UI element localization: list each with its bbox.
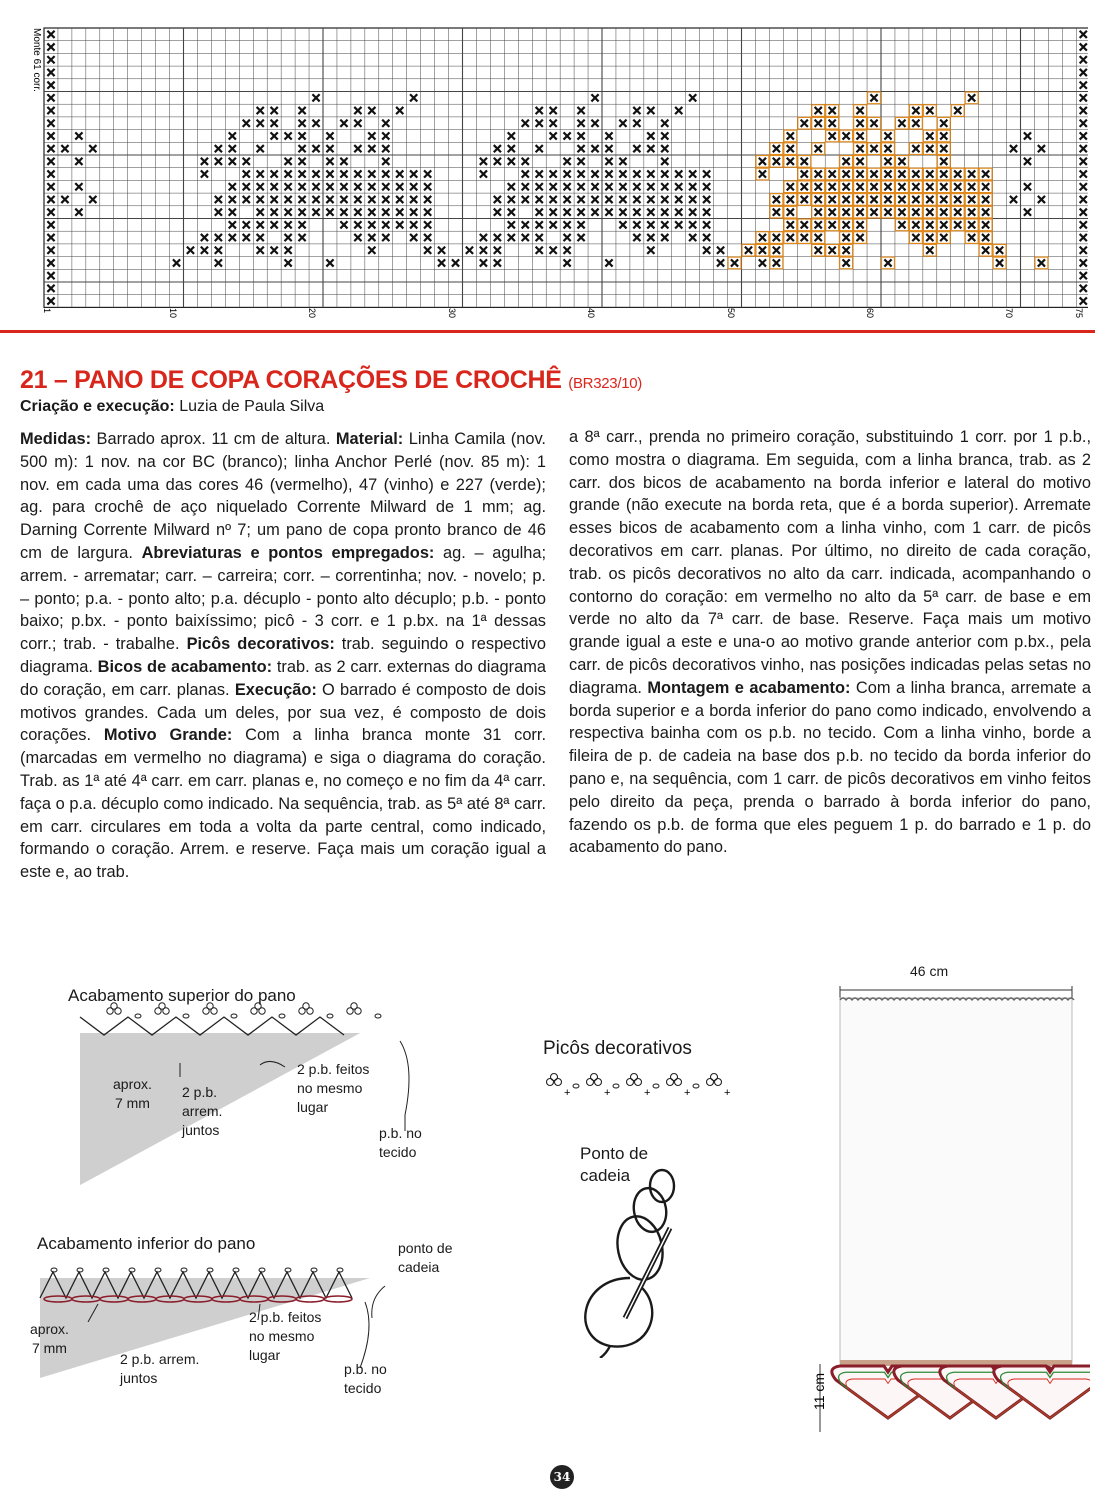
zigzag-stitches — [80, 1017, 344, 1035]
bottom-aprox-label — [30, 1320, 69, 1358]
page-title — [20, 366, 642, 395]
label-line: cadeia — [398, 1259, 440, 1275]
text-heading: Motivo Grande: — [103, 726, 233, 745]
picos-title: Picôs decorativos — [543, 1038, 692, 1059]
leader-line — [400, 1041, 409, 1131]
top-finish-title: Acabamento superior do pano — [68, 986, 296, 1005]
text-run: a 8ª carr., prenda no primeiro coração, substituindo 1 corr. por 1 p.b., como mostra o diagrama. Em seguida, com a linha branca, trab. as 2 carr. dos bicos de acabamento na borda inferior e lateral do motivo grande (não execute na borda reta, que é a borda superior). Arremate esses bicos de acabamento com a linha vinho, com 1 carr. de picôs decorativos em carr. planas. Por último, no direito de cada coração, trab. os picôs decorativos no alto da carr. indicada, acompanhando o contorno do coração: em vermelho no alto da 5ª carr. de base e em verde no alto da 7ª carr. de base. Reserve. Faça mais um motivo grande igual a este e una-o ao motivo grande anterior com p.bx., pela carr. de picôs decorativos vinho, nas posições indicadas pelas setas no diagrama. — [569, 428, 1091, 697]
label-line: 2 p.b. feitos — [249, 1309, 322, 1325]
bottom-pb-arrem-label — [120, 1350, 199, 1388]
col-number: 20 — [307, 308, 317, 319]
towel-body — [840, 998, 1072, 1363]
chart-side-label: Monte 61 corr. — [31, 28, 42, 92]
text-heading: Montagem e acabamento: — [647, 678, 851, 697]
label-line: 2 p.b. arrem. — [120, 1351, 200, 1367]
aprox-text: aprox. — [113, 1076, 152, 1092]
svg-text:+: + — [684, 1087, 691, 1099]
label-line: 2 p.b. feitos — [297, 1061, 370, 1077]
mm-text: 7 mm — [114, 1095, 150, 1111]
top-pb-tecido-label — [379, 1124, 422, 1162]
bottom-finish-diagram — [30, 1258, 420, 1448]
svg-text:+: + — [604, 1087, 611, 1099]
bottom-ponto-cadeia-label — [398, 1239, 453, 1277]
label-line: juntos — [120, 1370, 158, 1386]
label-line: arrem. — [182, 1103, 223, 1119]
towel-height-label: 11 cm — [811, 1372, 827, 1410]
title-code: (BR323/10) — [568, 375, 642, 392]
credit-label: Criação e execução: — [20, 398, 175, 415]
svg-text:+: + — [724, 1087, 730, 1099]
aprox-text: aprox. — [30, 1321, 69, 1337]
bottom-pb-tecido-label — [344, 1360, 387, 1398]
label-line: p.b. no — [379, 1125, 422, 1141]
col-number: 50 — [726, 308, 736, 319]
credit-line — [20, 398, 324, 416]
text-heading: Abreviaturas e pontos empregados: — [141, 543, 435, 562]
cadeia-line: Ponto de — [580, 1144, 649, 1163]
text-column-left — [20, 428, 546, 884]
cadeia-line: cadeia — [580, 1166, 631, 1185]
col-number: 40 — [586, 308, 596, 319]
label-line: tecido — [379, 1144, 417, 1160]
section-divider — [0, 330, 1095, 333]
text-heading: Bicos de acabamento: — [97, 657, 273, 676]
text-heading: Material: — [335, 430, 404, 448]
col-number: 70 — [1004, 308, 1014, 319]
text-run: trab. as 2 carr. externas do diagrama do coração, em carr. planas. — [20, 657, 546, 699]
col-number: 60 — [865, 308, 875, 319]
label-line: ponto de — [398, 1240, 453, 1256]
top-pb-feitos-label — [297, 1060, 369, 1117]
col-number: 75 — [1074, 308, 1084, 319]
crochet-chart — [28, 12, 1088, 322]
bottom-pb-feitos-label — [249, 1308, 321, 1365]
text-column-right — [569, 426, 1091, 859]
credit-name: Luzia de Paula Silva — [179, 398, 325, 415]
text-heading: Picôs decorativos: — [186, 635, 335, 654]
heart-border — [832, 1366, 1090, 1418]
text-run: Com a linha branca monte 31 corr. (marcadas em vermelho no diagrama) e siga o diagrama do coração. Trab. as 1ª até 4ª carr. em carr. planas e, no começo e no fim da 4ª carr. faça o p.a. décuplo como indicado. Na sequência, trab. as 5ª até 8ª carr. em carr. circulares em toda a volta da parte central, como indicado, formando o coração. Arrem. e reserve. Faça mais um coração igual a este e, ao trab. — [20, 726, 546, 882]
label-line: no mesmo — [249, 1328, 315, 1344]
bottom-finish-title: Acabamento inferior do pano — [37, 1234, 256, 1253]
mm-text: 7 mm — [31, 1340, 67, 1356]
top-aprox-label — [113, 1075, 152, 1113]
towel-illustration — [800, 980, 1090, 1445]
top-pb-arrem-label — [182, 1083, 222, 1140]
text-heading: Execução: — [234, 680, 317, 699]
text-run: trab. seguindo o respectivo diagrama. — [20, 635, 547, 676]
towel-width-label: 46 cm — [910, 963, 949, 979]
chain-stitch-illustration — [570, 1168, 700, 1358]
label-line: tecido — [344, 1380, 382, 1396]
label-line: no mesmo — [297, 1080, 363, 1096]
text-run: Linha Camila (nov. 500 m): 1 nov. na cor BC (branco); linha Anchor Perlé (nov. 85 m): 1 nov. em cada uma das cores 46 (vermelho), 47 (vinho) e 227 (verde); ag. para crochê de aço niquelado Corrente Milward de 1 mm; ag. Darning Corrente Milward nº 7; um pano de copa pronto branco de 46 cm de largura. — [20, 430, 546, 562]
text-run: ag. – agulha; arrem. - arrematar; carr. – carreira; corr. – correntinha; nov. - novelo; p. – ponto; p.a. - ponto alto; p.a. décuplo - ponto alto décuplo; p.b. - ponto baixo; p.bx. - ponto baixíssimo; picô - 3 corr. e 1 p.bx. na 1ª dessas corr.; trab. - trabalhe. — [20, 543, 546, 654]
picos-diagram — [540, 1068, 730, 1104]
text-run: O barrado é composto de dois motivos grandes. Cada um deles, por sua vez, é composto de dois corações. — [20, 680, 546, 745]
label-line: lugar — [249, 1347, 281, 1363]
text-run: Barrado aprox. 11 cm de altura. — [91, 430, 336, 448]
title-text: 21 – PANO DE COPA CORAÇÕES DE CROCHÊ — [20, 366, 562, 394]
col-number: 10 — [168, 308, 178, 319]
text-run: Com a linha branca, arremate a borda superior e a borda inferior do pano como indicado, envolvendo a respectiva bainha com os p.b. no tecido. Com a linha vinho, borde a fileira de p. de cadeia na base dos p.b. no tecido da borda inferior do pano e, na sequência, com 1 carr. de picôs decorativos em vinho feitos pelo direito da peça, prenda o barrado à borda inferior do pano, fazendo os p.b. de forma que eles peguem 1 p. do barrado e 1 p. do acabamento do pano. — [569, 678, 1091, 857]
svg-text:+: + — [644, 1087, 651, 1099]
col-number: 1 — [42, 308, 52, 314]
col-number: 30 — [447, 308, 457, 319]
page-number: 34 — [550, 1465, 574, 1489]
label-line: 2 p.b. — [182, 1084, 218, 1100]
label-line: juntos — [182, 1122, 220, 1138]
label-line: lugar — [297, 1099, 329, 1115]
label-line: p.b. no — [344, 1361, 387, 1377]
svg-text:+: + — [564, 1087, 571, 1099]
text-heading: Medidas: — [20, 430, 92, 448]
